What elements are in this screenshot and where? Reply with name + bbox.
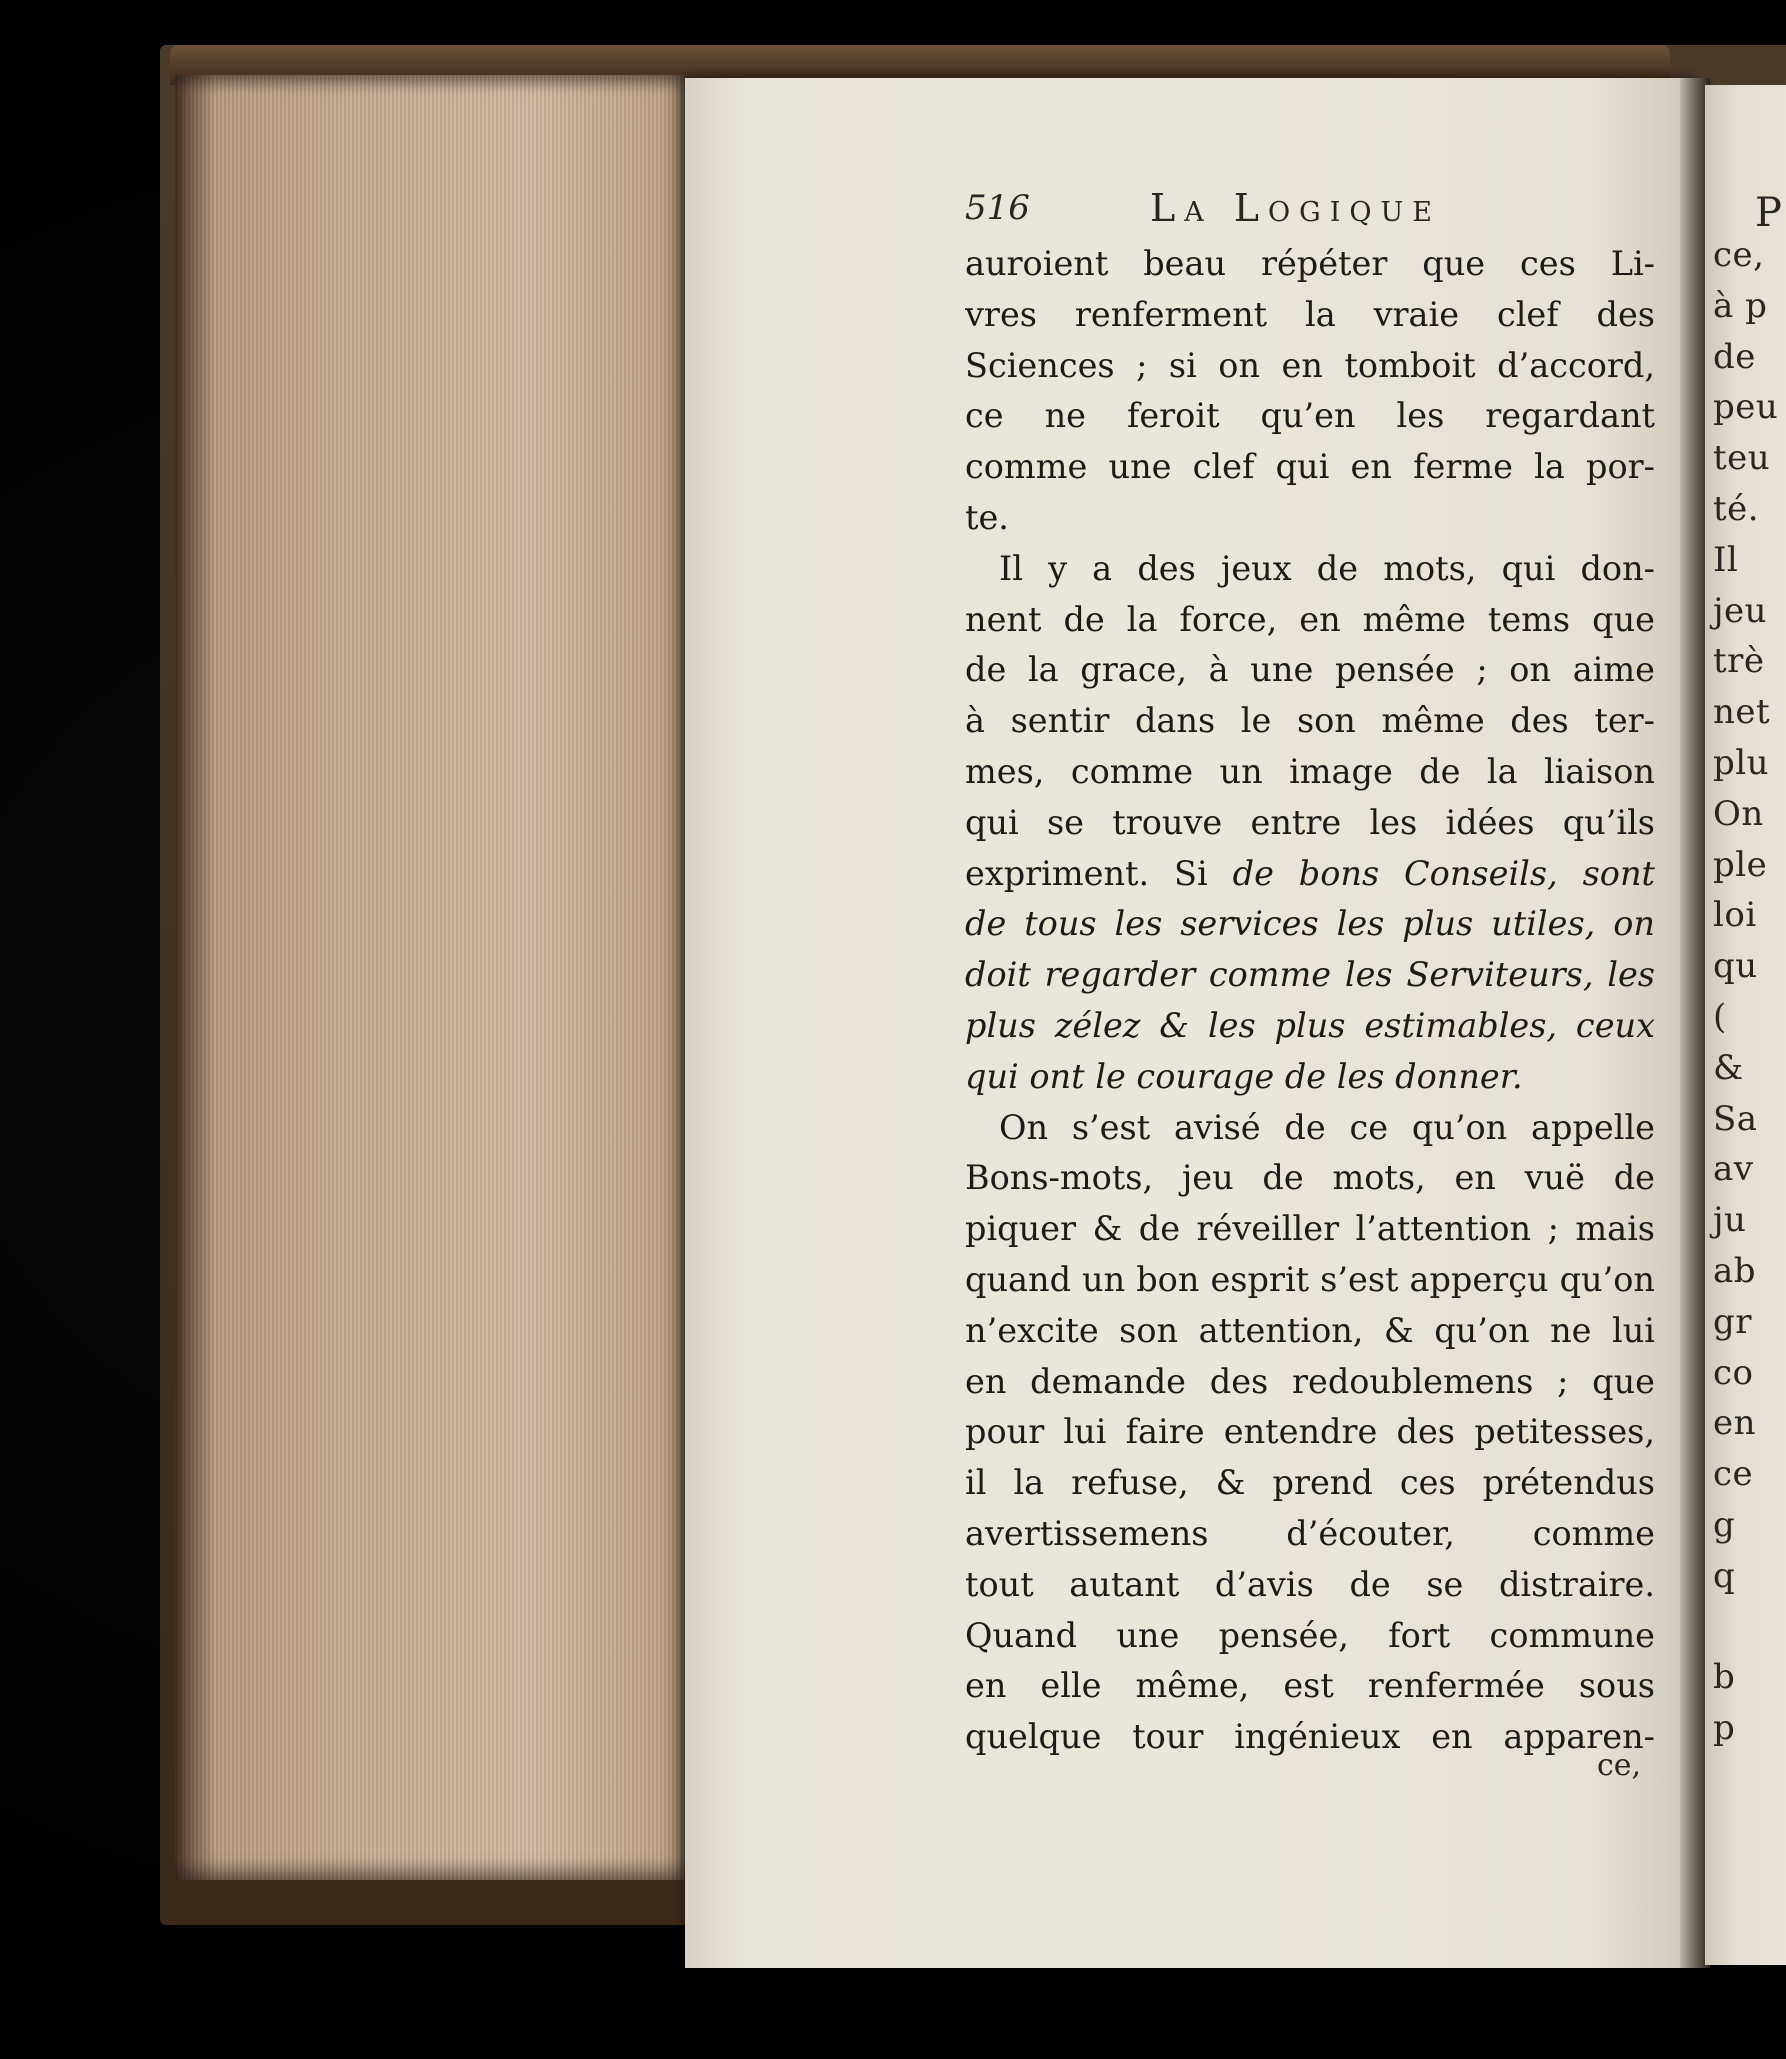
next-page-line: q (1713, 1555, 1736, 1596)
next-page-line: p (1713, 1708, 1736, 1749)
text-line: tout autant d’avis de se distraire. (965, 1564, 1655, 1604)
page-block-edges (175, 75, 685, 1880)
text-line-italic: de bons Conseils, sont (1232, 853, 1655, 893)
text-line: ce ne feroit qu’en les regardant (965, 396, 1655, 436)
next-page-line: Sa (1713, 1098, 1758, 1139)
text-line: mes, comme un image de la liaison (965, 752, 1655, 791)
text-line: de tous les services les plus utiles, on (965, 904, 1655, 944)
next-page-line: qu (1713, 946, 1758, 987)
text-line: plus zélez & les plus estimables, ceux (965, 1006, 1655, 1045)
catchword: ce, (1597, 1748, 1642, 1783)
next-page-line: Il (1713, 539, 1739, 580)
next-page-line: jeu (1713, 590, 1768, 631)
text-line: avertissemens d’écouter, comme (965, 1514, 1655, 1553)
text-line: auroient beau répéter que ces Li- (965, 244, 1655, 283)
text-line (965, 850, 1655, 898)
text-line: comme une clef qui en ferme la por- (965, 447, 1655, 487)
next-page-line: gr (1713, 1301, 1753, 1342)
text-line: quand un bon esprit s’est apperçu qu’on (965, 1260, 1655, 1299)
next-page-line: ce, (1713, 235, 1765, 275)
next-page-line: net (1713, 692, 1771, 733)
next-page-line: peu (1713, 387, 1779, 428)
next-page-line: av (1713, 1149, 1754, 1190)
text-line: nent de la force, en même tems que (965, 599, 1655, 639)
text-line: Bons-mots, jeu de mots, en vuë de (965, 1158, 1655, 1198)
next-page-line: ce (1713, 1454, 1754, 1495)
text-line: n’excite son attention, & qu’on ne lui (965, 1310, 1655, 1350)
next-page-line: à p (1713, 285, 1768, 326)
next-page-line: On (1713, 793, 1764, 834)
next-page-line: trè (1713, 641, 1765, 682)
next-page-line: en (1713, 1403, 1757, 1444)
running-head (965, 186, 1655, 230)
running-title: La Logique (1150, 186, 1442, 230)
next-page-line: b (1713, 1657, 1736, 1698)
next-page-line: g (1713, 1505, 1736, 1545)
next-page-line: ju (1713, 1200, 1747, 1241)
next-page-line: de (1713, 336, 1756, 377)
page-number: 516 (965, 188, 1030, 228)
text-line: vres renferment la vraie clef des (965, 294, 1655, 334)
text-line: il la refuse, & prend ces prétendus (965, 1463, 1655, 1503)
text-line-roman: expriment. Si (965, 853, 1233, 893)
text-line: en demande des redoublemens ; que (965, 1361, 1655, 1401)
next-page-line: ab (1713, 1251, 1757, 1291)
text-line: en elle même, est renfermée sous (965, 1666, 1655, 1706)
next-page-line: teu (1713, 438, 1771, 479)
text-line: Quand une pensée, fort commune (965, 1615, 1655, 1655)
text-line: de la grace, à une pensée ; on aime (965, 650, 1655, 690)
next-page-line: ( (1713, 997, 1727, 1037)
text-line: à sentir dans le son même des ter- (965, 701, 1655, 741)
text-line: Sciences ; si on en tomboit d’accord, (965, 345, 1655, 385)
text-line: qui ont le courage de les donner. (965, 1056, 1523, 1096)
next-page-line: & (1713, 1047, 1744, 1088)
next-page-line: té. (1713, 489, 1760, 529)
text-line: On s’est avisé de ce qu’on appelle (999, 1107, 1655, 1147)
next-page-line: plu (1713, 743, 1770, 783)
next-page-line: loi (1713, 895, 1757, 936)
text-line: te. (965, 498, 1009, 537)
text-line: piquer & de réveiller l’attention ; mais (965, 1209, 1655, 1249)
right-page-sliver (1705, 85, 1786, 1965)
text-line: qui se trouve entre les idées qu’ils (965, 802, 1655, 842)
text-line: pour lui faire entendre des petitesses, (965, 1412, 1655, 1452)
next-page-line: ple (1713, 844, 1768, 885)
text-line: doit regarder comme les Serviteurs, les (965, 955, 1655, 995)
text-line: Il y a des jeux de mots, qui don- (999, 548, 1655, 588)
next-page-line: co (1713, 1352, 1754, 1393)
page-block-shadow (175, 75, 215, 1880)
next-page-line: P (1755, 190, 1783, 236)
text-line: quelque tour ingénieux en apparen- (965, 1717, 1655, 1757)
